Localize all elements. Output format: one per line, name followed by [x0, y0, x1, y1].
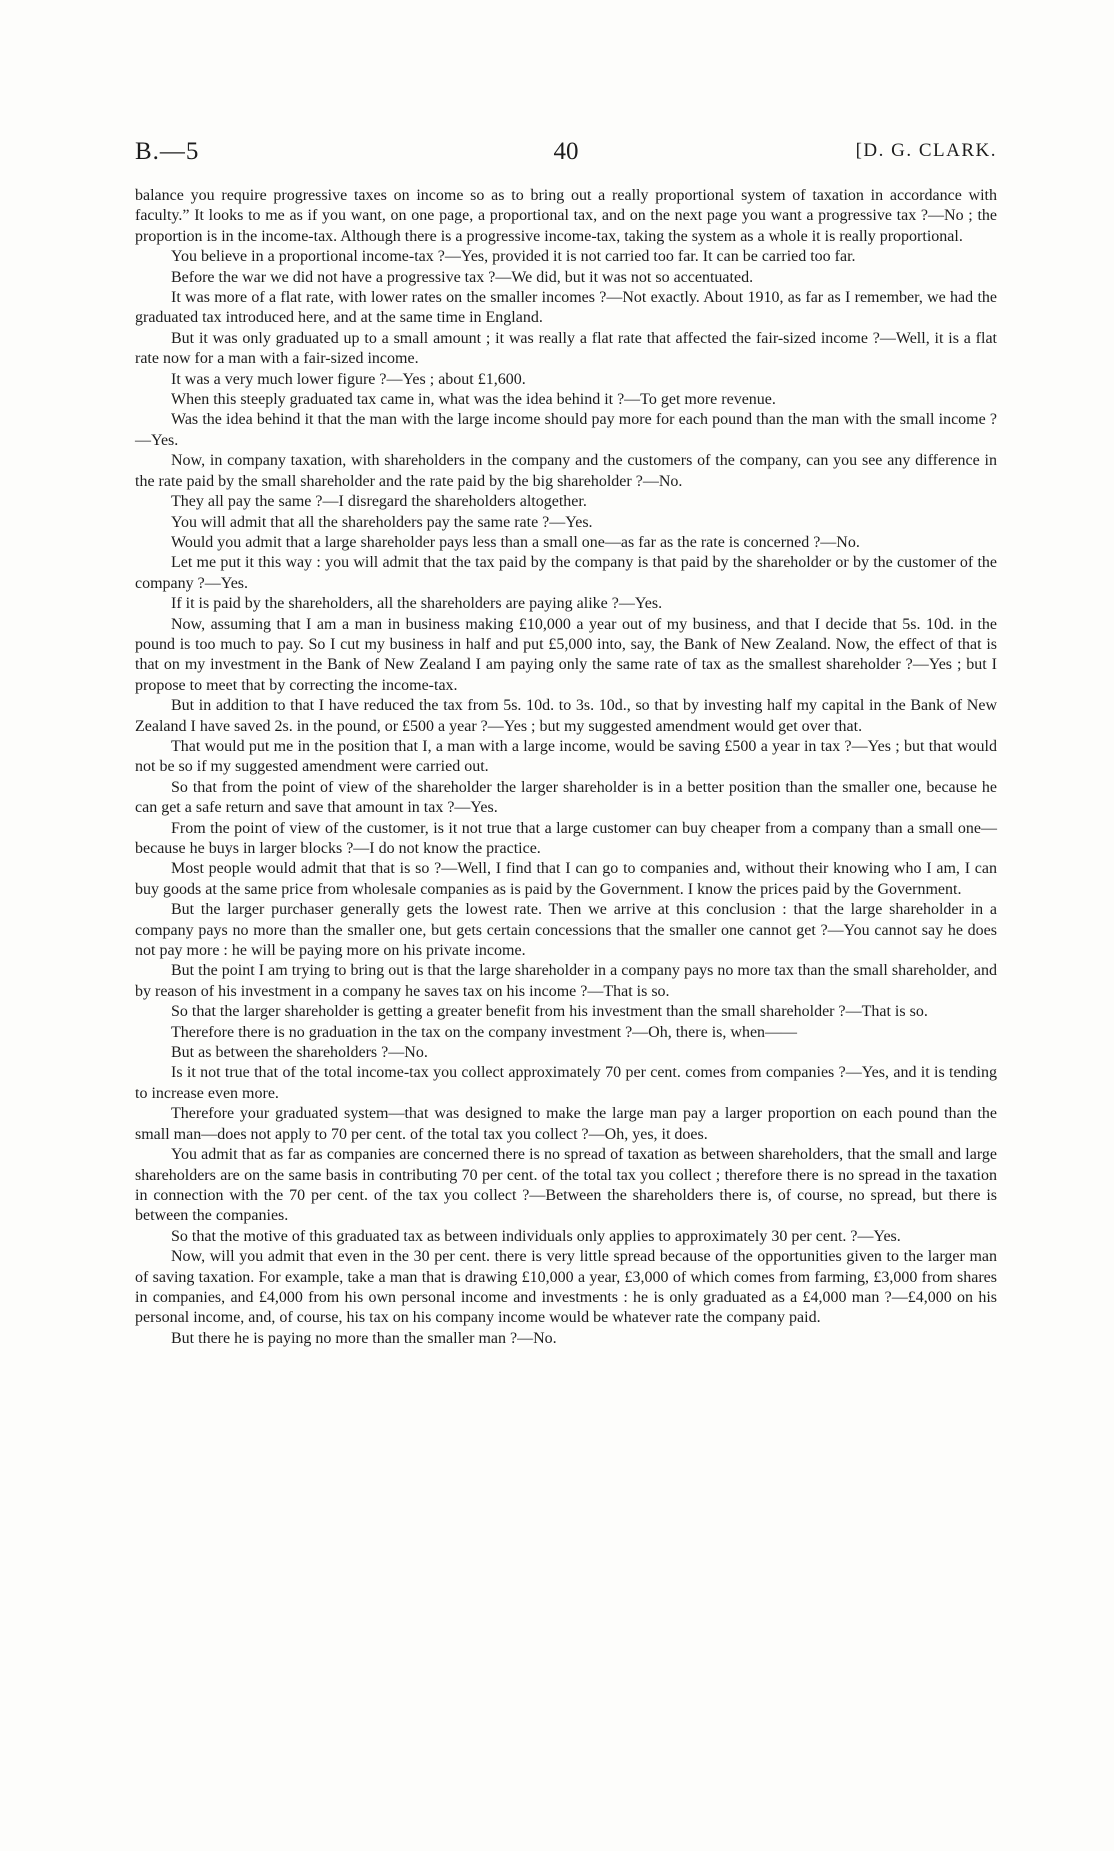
paragraph: If it is paid by the shareholders, all the shareholders are paying alike ?—Yes.: [171, 595, 663, 613]
paragraph: Now, in company taxation, with shareholders in the company and the customers of the company, can you see any difference in the rate paid by the small shareholder and the rate paid by the big shareholder ?—No.: [135, 452, 997, 490]
paragraph: Now, assuming that I am a man in business making £10,000 a year out of my business, and that I decide that 5s. 10d. in the pound is too much to pay. So I cut my business in half and put £5,000 into, say, the Bank of New Zealand. Now, the effect of that is that on my investment in the Bank of New Zealand I am paying only the same rate of tax as the smallest shareholder ?—Yes ; but I propose to meet that by correcting the income-tax.: [135, 615, 997, 694]
paragraph: It was more of a flat rate, with lower rates on the smaller incomes ?—Not exactly. About 1910, as far as I remember, we had the graduated tax introduced here, and at the same time in England.: [135, 289, 997, 327]
paragraph: But there he is paying no more than the smaller man ?—No.: [171, 1329, 557, 1347]
paper-reference: B.—5: [135, 138, 200, 165]
paragraph: Would you admit that a large shareholder pays less than a small one—as far as the rate is concerned ?—No.: [171, 533, 860, 551]
paragraph: balance you require progressive taxes on income so as to bring out a really proportional system of taxation in accordance with faculty.” It looks to me as if you want, on one page, a proportional tax, and on the next page you want a progressive tax ?—No ; the proportion is in the income-tax. Although there is a progressive income-tax, taking the system as a whole it is really proportional.: [135, 187, 997, 245]
paragraph: Most people would admit that that is so ?—Well, I find that I can go to companies and, without their knowing who I am, I can buy goods at the same price from wholesale companies as is paid by the Government. I know the prices paid by the Government.: [135, 860, 997, 898]
paragraph: They all pay the same ?—I disregard the shareholders altogether.: [171, 493, 587, 511]
paragraph: From the point of view of the customer, is it not true that a large customer can buy cheaper from a company than a small one—because he buys in larger blocks ?—I do not know the practice.: [135, 819, 997, 857]
paragraph: You admit that as far as companies are concerned there is no spread of taxation as between shareholders, that the small and large shareholders are on the same basis in contributing 70 per cent. of the total tax you collect ; therefore there is no spread in the taxation in connection with the 70 per cent. of the tax you collect ?—Between the shareholders there is, of course, no spread, but there is between the companies.: [135, 1146, 997, 1225]
paragraph: So that the motive of this graduated tax as between individuals only applies to approximately 30 per cent. ?—Yes.: [171, 1227, 901, 1245]
paragraph: Let me put it this way : you will admit that the tax paid by the company is that paid by the shareholder or by the customer of the company ?—Yes.: [135, 554, 997, 592]
paragraph: Therefore your graduated system—that was designed to make the large man pay a larger proportion on each pound than the small man—does not apply to 70 per cent. of the total tax you collect ?—Oh, yes, it does.: [135, 1105, 997, 1143]
paragraph: That would put me in the position that I, a man with a large income, would be saving £500 a year in tax ?—Yes ; but that would not be so if my suggested amendment were carried out.: [135, 737, 997, 776]
paragraph: But the point I am trying to bring out is that the large shareholder in a company pays no more tax than the small shareholder, and by reason of his investment in a company he saves tax on his income ?—That is so.: [135, 962, 997, 1000]
paragraph: Now, will you admit that even in the 30 per cent. there is very little spread because of the opportunities given to the larger man of saving taxation. For example, take a man that is drawing £10,000 a year, £3,000 of which comes from farming, £3,000 from shares in companies, and £4,000 from his own personal income and investments : he is only graduated as a £4,000 man ?—£4,000 on his personal income, and, of course, his tax on his company income would be whatever rate the company paid.: [135, 1248, 997, 1327]
paragraph: So that from the point of view of the shareholder the larger shareholder is in a better position than the smaller one, because he can get a safe return and save that amount in tax ?—Yes.: [135, 778, 997, 817]
evidence-text: [135, 186, 997, 1349]
paragraph: But it was only graduated up to a small amount ; it was really a flat rate that affected the fair-sized income ?—Well, it is a flat rate now for a man with a fair-sized income.: [135, 329, 997, 368]
paragraph: But the larger purchaser generally gets the lowest rate. Then we arrive at this conclusion : that the large shareholder in a company pays no more than the smaller one, but gets certain concessions that the smaller one cannot get ?—You cannot say he does not pay more : he will be paying more on his private income.: [135, 901, 997, 960]
paragraph: So that the larger shareholder is getting a greater benefit from his investment than the small shareholder ?—That is so.: [171, 1003, 928, 1021]
paragraph: It was a very much lower figure ?—Yes ; about £1,600.: [171, 370, 526, 388]
paragraph: Is it not true that of the total income-tax you collect approximately 70 per cent. comes from companies ?—Yes, and it is tending to increase even more.: [135, 1064, 997, 1102]
witness-name: [D. G. CLARK.: [855, 140, 997, 161]
paragraph: Therefore there is no graduation in the tax on the company investment ?—Oh, there is, when——: [171, 1023, 798, 1041]
paragraph: You believe in a proportional income-tax ?—Yes, provided it is not carried too far. It can be carried too far.: [171, 248, 856, 266]
page-number: 40: [553, 138, 579, 165]
paragraph: Was the idea behind it that the man with the large income should pay more for each pound than the man with the small income ?—Yes.: [135, 411, 997, 449]
paragraph: When this steeply graduated tax came in, what was the idea behind it ?—To get more revenue.: [171, 391, 776, 409]
paragraph: But in addition to that I have reduced the tax from 5s. 10d. to 3s. 10d., so that by investing half my capital in the Bank of New Zealand I have saved 2s. in the pound, or £500 a year ?—Yes ; but my suggested amendment would get over that.: [135, 697, 997, 735]
page-header: [135, 138, 997, 168]
paragraph: But as between the shareholders ?—No.: [171, 1044, 428, 1062]
paragraph: Before the war we did not have a progressive tax ?—We did, but it was not so accentuated.: [171, 268, 754, 286]
paragraph: You will admit that all the shareholders pay the same rate ?—Yes.: [171, 513, 593, 531]
